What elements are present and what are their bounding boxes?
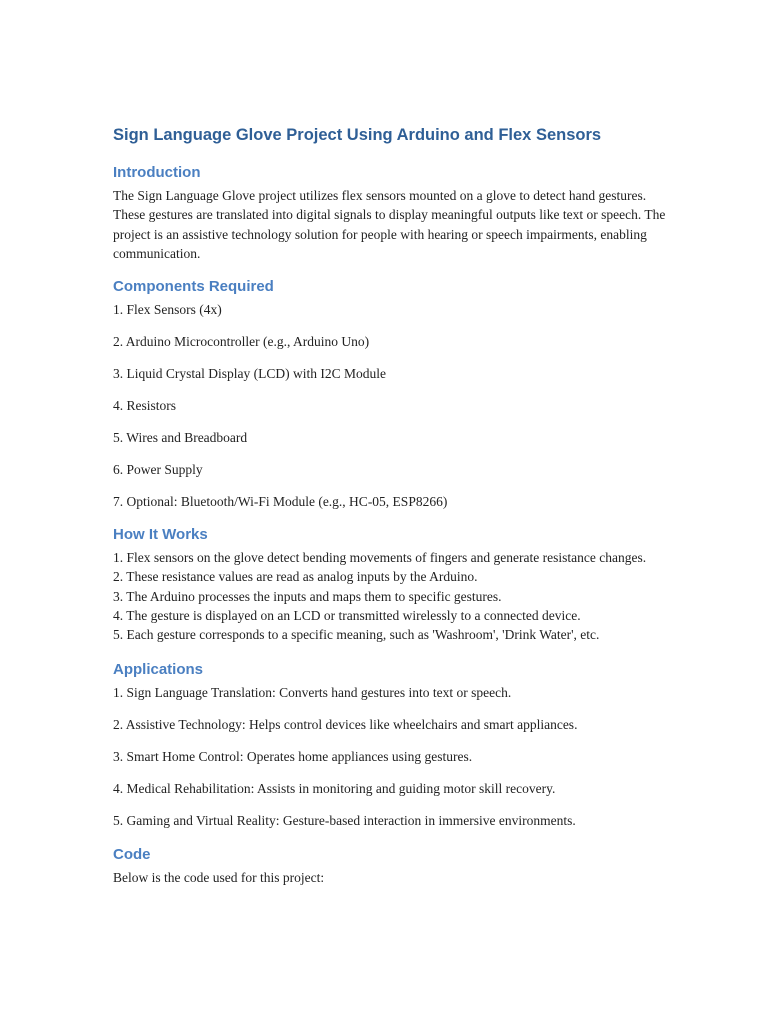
- introduction-text: The Sign Language Glove project utilizes flex sensors mounted on a glove to detect hand gestures. These gestures are translated into digital signals to display meaningful outputs like text or speech. The project is an assistive technology solution for people with hearing or speech impairments, enabling communication.: [113, 188, 666, 261]
- how-it-works-item: 4. The gesture is displayed on an LCD or transmitted wirelessly to a connected device.: [113, 608, 581, 624]
- component-item: 2. Arduino Microcontroller (e.g., Arduino Uno): [113, 334, 370, 350]
- component-item: 1. Flex Sensors (4x): [113, 302, 222, 318]
- component-item: 4. Resistors: [113, 398, 177, 414]
- application-item: 4. Medical Rehabilitation: Assists in monitoring and guiding motor skill recovery.: [113, 780, 556, 796]
- how-it-works-heading: How It Works: [113, 526, 208, 544]
- components-section: [113, 276, 673, 524]
- component-item: 5. Wires and Breadboard: [113, 430, 248, 446]
- application-item: 1. Sign Language Translation: Converts hand gestures into text or speech.: [113, 684, 512, 700]
- how-it-works-section: [113, 524, 673, 644]
- introduction-section: [113, 162, 673, 263]
- how-it-works-item: 5. Each gesture corresponds to a specific meaning, such as 'Washroom', 'Drink Water', etc.: [113, 627, 600, 643]
- applications-heading: Applications: [113, 660, 204, 678]
- components-heading: Components Required: [113, 278, 274, 296]
- how-it-works-item: 2. These resistance values are read as analog inputs by the Arduino.: [113, 569, 478, 585]
- document-page: [113, 124, 673, 899]
- introduction-heading: Introduction: [113, 164, 201, 181]
- code-heading: Code: [113, 845, 151, 863]
- applications-section: [113, 659, 673, 843]
- code-intro-text: Below is the code used for this project:: [113, 869, 325, 885]
- code-section: [113, 844, 673, 887]
- application-item: 5. Gaming and Virtual Reality: Gesture-based interaction in immersive environments.: [113, 812, 576, 828]
- application-item: 2. Assistive Technology: Helps control devices like wheelchairs and smart appliances.: [113, 716, 578, 732]
- component-item: 3. Liquid Crystal Display (LCD) with I2C Module: [113, 366, 386, 382]
- document-title: Sign Language Glove Project Using Arduino and Flex Sensors: [113, 126, 602, 144]
- how-it-works-item: 3. The Arduino processes the inputs and maps them to specific gestures.: [113, 588, 502, 604]
- component-item: 7. Optional: Bluetooth/Wi-Fi Module (e.g., HC-05, ESP8266): [113, 494, 448, 510]
- application-item: 3. Smart Home Control: Operates home appliances using gestures.: [113, 748, 473, 764]
- component-item: 6. Power Supply: [113, 462, 203, 478]
- how-it-works-item: 1. Flex sensors on the glove detect bending movements of fingers and generate resistance changes.: [113, 550, 647, 566]
